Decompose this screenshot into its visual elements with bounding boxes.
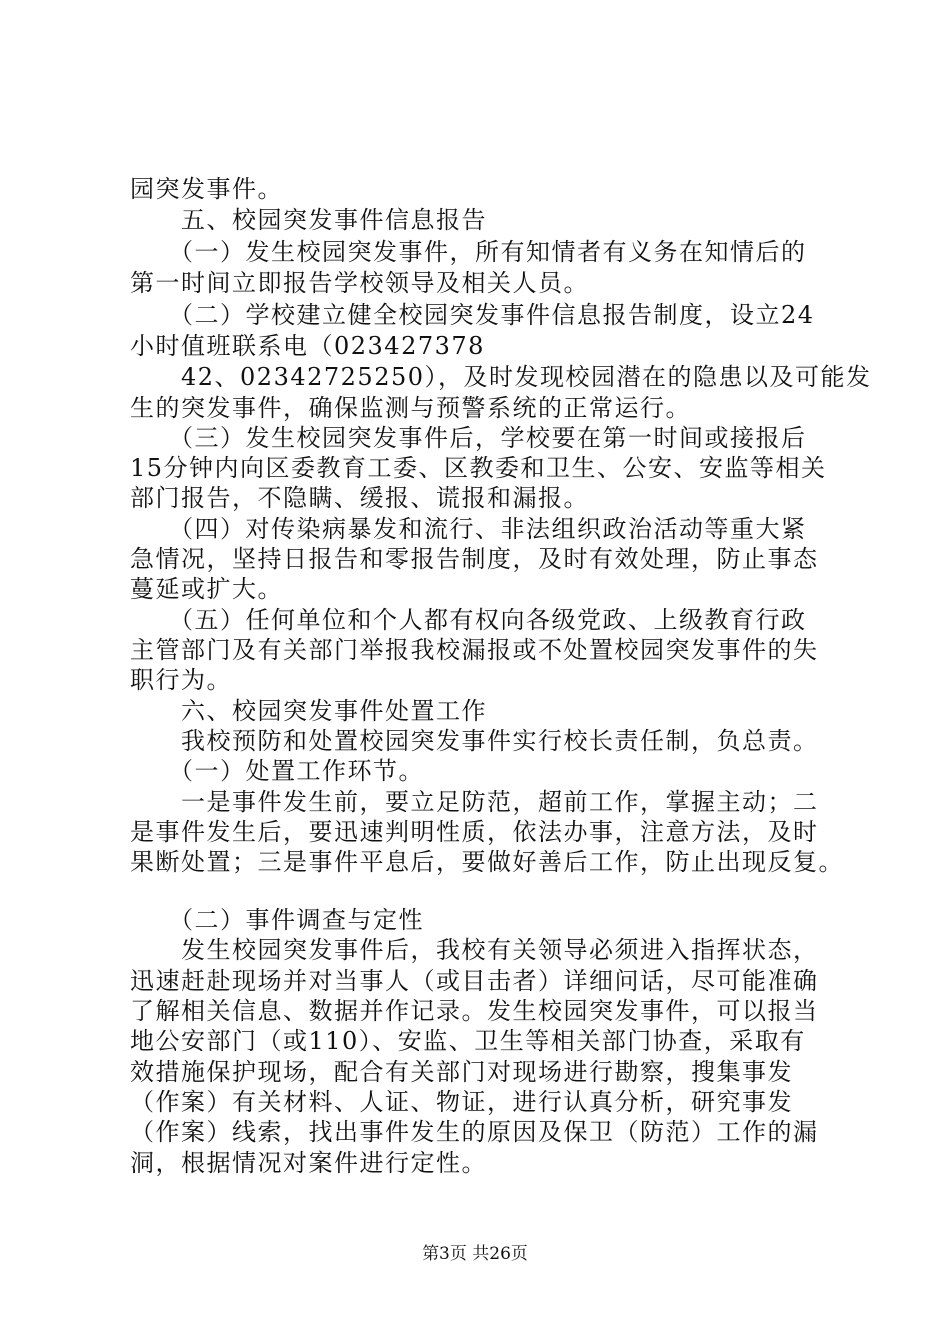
- text-line: （一）处置工作环节。: [130, 757, 424, 785]
- text-line: 发生校园突发事件后，我校有关领导必须进入指挥状态，: [130, 936, 819, 964]
- text-line: （一）发生校园突发事件，所有知情者有义务在知情后的: [130, 238, 807, 266]
- page-number: 第3页 共26页: [422, 1244, 528, 1264]
- text-line: 是事件发生后，要迅速判明性质，依法办事，注意方法，及时: [130, 818, 819, 846]
- text-line: 急情况，坚持日报告和零报告制度，及时有效处理，防止事态: [130, 545, 819, 573]
- text-line: 42、02342725250），及时发现校园潜在的隐患以及可能发: [130, 363, 872, 391]
- text-line: （四）对传染病暴发和流行、非法组织政治活动等重大紧: [130, 515, 807, 543]
- text-line: 地公安部门（或110）、安监、卫生等相关部门协查，采取有: [130, 1027, 806, 1055]
- text-line: 迅速赶赴现场并对当事人（或目击者）详细问话，尽可能准确: [130, 967, 819, 995]
- text-line: 主管部门及有关部门举报我校漏报或不处置校园突发事件的失: [130, 636, 819, 664]
- text-line: 蔓延或扩大。: [130, 575, 283, 603]
- text-line: 部门报告，不隐瞒、缓报、谎报和漏报。: [130, 484, 589, 512]
- text-line: （五）任何单位和个人都有权向各级党政、上级教育行政: [130, 606, 807, 634]
- text-line: （二）学校建立健全校园突发事件信息报告制度，设立24: [130, 301, 815, 329]
- text-line: （作案）线索，找出事件发生的原因及保卫（防范）工作的漏: [130, 1118, 819, 1146]
- section-heading: 六、校园突发事件处置工作: [130, 697, 487, 725]
- text-line: 第一时间立即报告学校领导及相关人员。: [130, 269, 589, 297]
- text-line: 洞，根据情况对案件进行定性。: [130, 1149, 487, 1177]
- text-line: 职行为。: [130, 666, 232, 694]
- text-line: 了解相关信息、数据并作记录。发生校园突发事件，可以报当: [130, 997, 819, 1025]
- section-heading: 五、校园突发事件信息报告: [130, 206, 487, 234]
- text-line: （二）事件调查与定性: [130, 906, 424, 934]
- text-line: 15分钟内向区委教育工委、区教委和卫生、公安、安监等相关: [130, 454, 827, 482]
- text-line: 一是事件发生前，要立足防范，超前工作，掌握主动；二: [130, 788, 819, 816]
- text-line: 果断处置；三是事件平息后，要做好善后工作，防止出现反复。: [130, 848, 844, 876]
- text-line: （三）发生校园突发事件后，学校要在第一时间或接报后: [130, 424, 807, 452]
- text-line: 我校预防和处置校园突发事件实行校长责任制，负总责。: [130, 727, 819, 755]
- text-line: 小时值班联系电（023427378: [130, 332, 485, 360]
- text-line: 效措施保护现场，配合有关部门对现场进行勘察，搜集事发: [130, 1058, 793, 1086]
- text-line: （作案）有关材料、人证、物证，进行认真分析，研究事发: [130, 1088, 793, 1116]
- text-line: 生的突发事件，确保监测与预警系统的正常运行。: [130, 394, 691, 422]
- text-line: 园突发事件。: [130, 175, 283, 203]
